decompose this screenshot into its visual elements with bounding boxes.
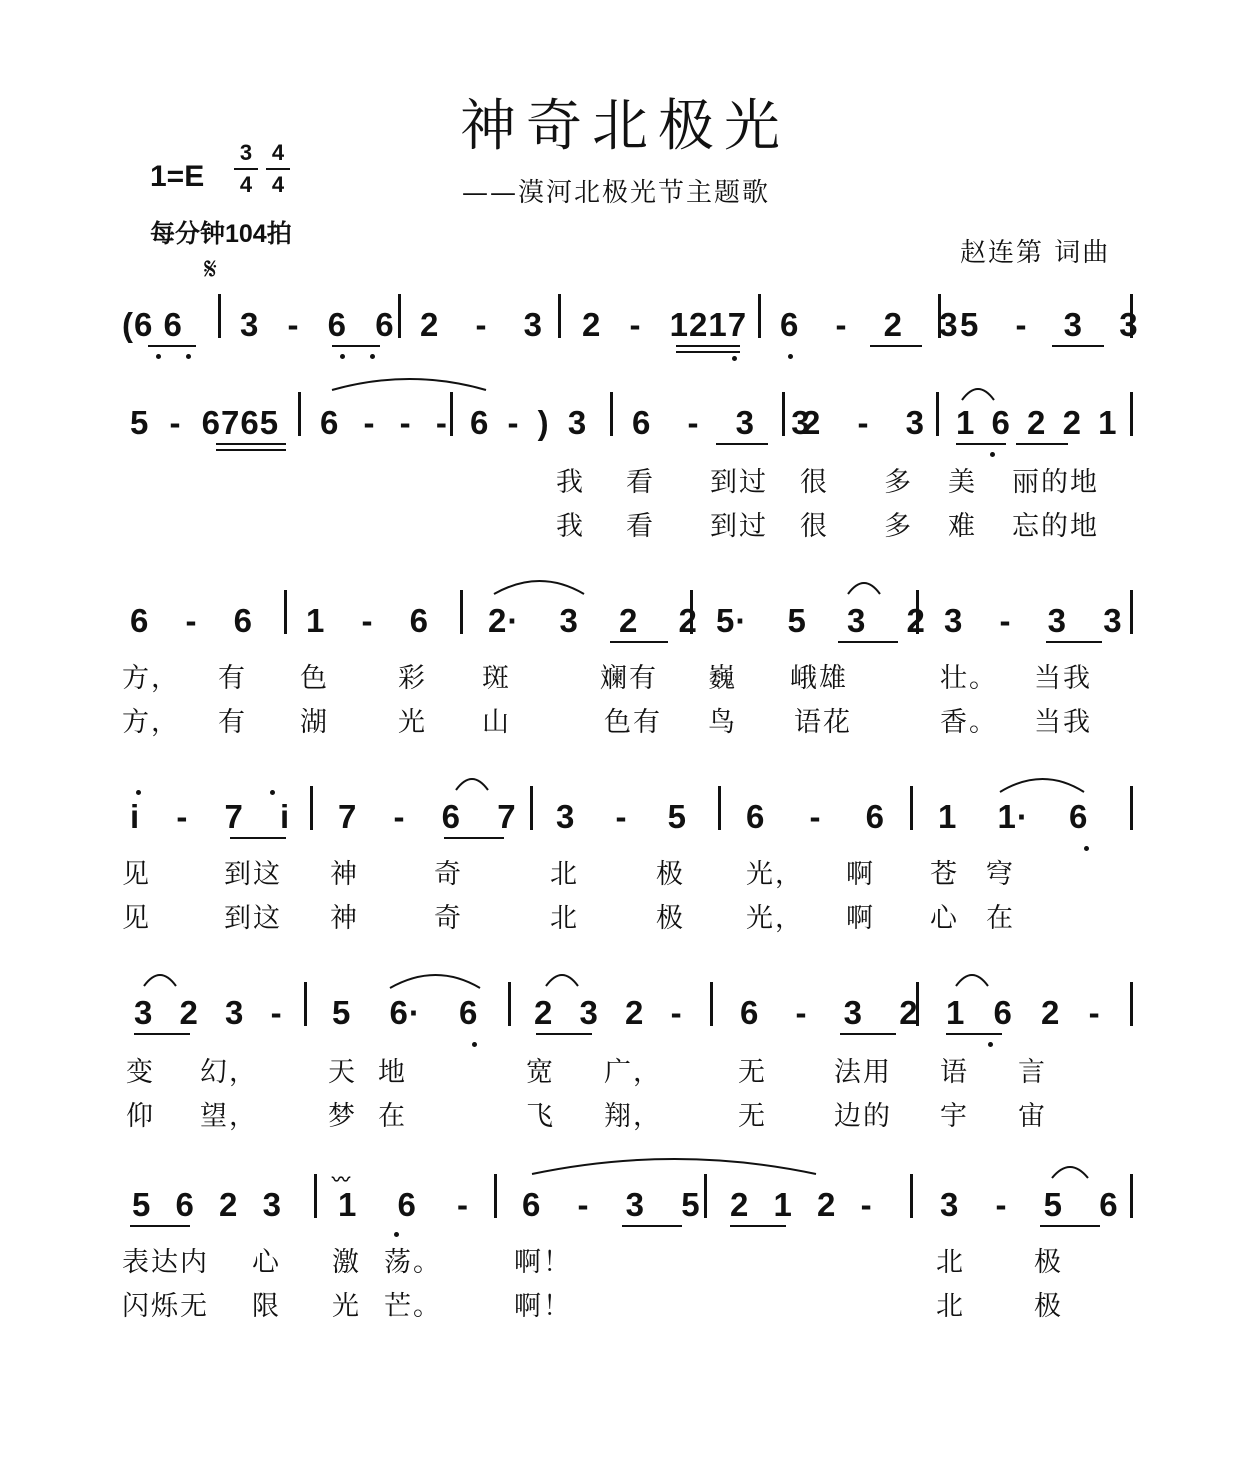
measure-3: 2 3 2 - bbox=[534, 994, 683, 1031]
measure-5: 1 6 2 - bbox=[946, 994, 1101, 1031]
measure-2: 6 - - - bbox=[320, 404, 448, 441]
measure-3: 3 - 5 bbox=[556, 798, 688, 835]
key-signature: 1=E bbox=[150, 160, 205, 193]
measure-3: 6 - ) 3 bbox=[470, 404, 588, 441]
measure-5: 2 - 3 bbox=[802, 404, 926, 441]
measure-3: 6 - 3 5 bbox=[522, 1186, 701, 1223]
measure-1: 5 - 6765 bbox=[130, 404, 280, 441]
fermata-icon bbox=[452, 774, 492, 792]
time-signature-top: 4 bbox=[271, 140, 285, 165]
measure-4: 6 - 3 3 bbox=[632, 404, 811, 441]
song-title: 神奇北极光 bbox=[460, 94, 790, 159]
slur bbox=[492, 576, 588, 596]
measure-4: 2 1 2 - bbox=[730, 1186, 873, 1223]
measure-3: 2 - 3 bbox=[420, 306, 544, 343]
measure-5: 1 1· 6 bbox=[938, 798, 1089, 835]
fermata-icon bbox=[140, 970, 180, 988]
slur bbox=[330, 374, 490, 394]
measure-1: i - 7 i bbox=[130, 798, 291, 835]
fermata-icon bbox=[542, 970, 582, 988]
measure-3: 2· 3 2 2 bbox=[488, 602, 698, 639]
tempo-marking: 每分钟104拍 bbox=[150, 220, 292, 248]
time-signature-3-4 bbox=[232, 140, 260, 198]
song-subtitle: ——漠河北极光节主题歌 bbox=[462, 178, 771, 208]
measure-1: 5 6 2 3 bbox=[132, 1186, 282, 1223]
measure-1: 3 2 3 - bbox=[134, 994, 283, 1031]
measure-4: 2 - 1217 bbox=[582, 306, 748, 343]
mordent-icon: 〰 bbox=[332, 1170, 350, 1191]
measure-2: 5 6· 6 bbox=[332, 994, 479, 1031]
slur bbox=[530, 1152, 820, 1176]
author-credit: 赵连第 词曲 bbox=[960, 238, 1111, 268]
measure-2: 7 - 6 7 bbox=[338, 798, 517, 835]
measure-5: 6 - 2 3 bbox=[780, 306, 959, 343]
time-signature-bottom: 4 bbox=[239, 172, 253, 197]
measure-5: 3 - 3 3 bbox=[944, 602, 1123, 639]
measure-5: 3 - 5 6 bbox=[940, 1186, 1119, 1223]
fermata-icon bbox=[1048, 1162, 1092, 1180]
measure-2: 1 6 - bbox=[338, 1186, 470, 1223]
measure-2: 3 - 6 6 bbox=[240, 306, 395, 343]
fermata-icon bbox=[952, 970, 992, 988]
measure-4: 5· 5 3 2 bbox=[716, 602, 926, 639]
slur bbox=[998, 772, 1088, 794]
segno-icon: 𝄋 bbox=[204, 252, 217, 287]
time-signature-bottom: 4 bbox=[271, 172, 285, 197]
measure-4: 6 - 6 bbox=[746, 798, 886, 835]
fermata-icon bbox=[844, 578, 884, 596]
slur bbox=[388, 970, 484, 990]
measure-4: 6 - 3 2 bbox=[740, 994, 919, 1031]
measure-1: 6 - 6 bbox=[130, 602, 254, 639]
time-signature-4-4 bbox=[264, 140, 292, 198]
measure-2: 1 - 6 bbox=[306, 602, 430, 639]
time-signature-top: 3 bbox=[239, 140, 253, 165]
measure-6: 5 - 3 3 bbox=[960, 306, 1139, 343]
measure-1: (6 6 bbox=[122, 306, 183, 343]
measure-6: 1 6 2 2 1 bbox=[956, 404, 1118, 441]
fermata-icon bbox=[958, 384, 998, 402]
